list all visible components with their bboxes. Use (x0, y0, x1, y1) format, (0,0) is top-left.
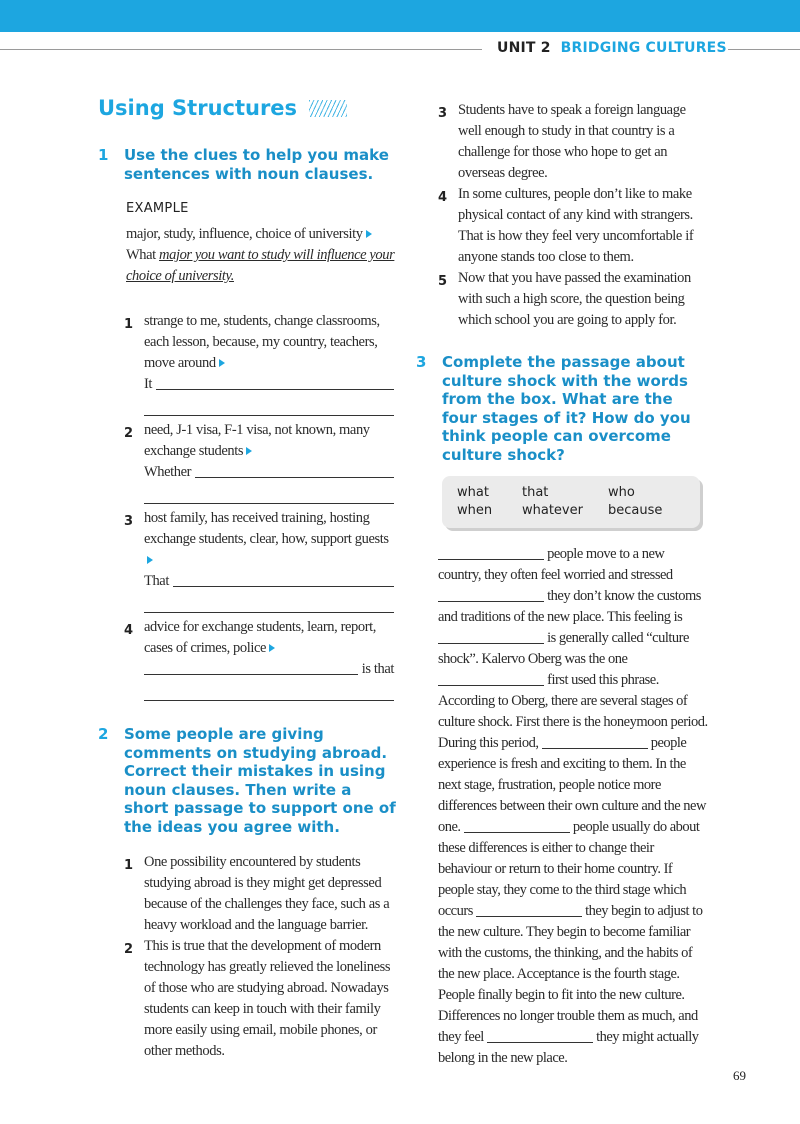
list-item (438, 184, 708, 268)
example-answer: major you want to study will influence your choice of university. (126, 247, 395, 284)
task-2-items-continued (438, 100, 708, 331)
item-text: This is true that the development of modern technology has greatly relieved the loneliness of those who are studying abroad. Nowadays students can keep in touch with their family more easily using email, mobile phones, or other methods. (144, 938, 391, 1059)
word-option: because (608, 503, 663, 518)
section-title: Using Structures (98, 96, 298, 120)
arrow-right-icon (269, 644, 275, 652)
item-number: 2 (124, 426, 133, 441)
item-number: 3 (124, 514, 133, 529)
list-item (438, 100, 708, 184)
sentence-start: It (144, 376, 153, 392)
left-column (98, 96, 398, 1062)
task-number: 1 (98, 146, 124, 164)
page-number: 69 (733, 1068, 746, 1083)
passage-text: people move to a new country, they often feel worried and stressed (438, 546, 673, 583)
passage-text: they don’t know the customs and traditions of the new place. This feeling is (438, 588, 701, 625)
passage-text: first used this phrase. According to Oberg, there are several stages of culture shock. First there is the honeymoon period. During this period, (438, 672, 708, 751)
task-1-items (124, 311, 394, 701)
header-rule-left (0, 49, 482, 50)
item-clue: host family, has received training, hosting exchange students, clear, how, support guests (144, 508, 394, 571)
unit-title: BRIDGING CULTURES (560, 40, 727, 56)
answer-blank[interactable] (195, 462, 394, 478)
task-instruction: Use the clues to help you make sentences with noun clauses. (124, 146, 389, 183)
list-item (124, 311, 394, 416)
answer-blank[interactable] (144, 483, 394, 504)
item-number: 1 (124, 317, 133, 332)
task-instruction: Some people are giving comments on studying abroad. Correct their mistakes in using noun clauses. Then write a short passage to support one of the ideas you agree with. (124, 725, 396, 836)
item-text: Students have to speak a foreign language well enough to study in that country is a challenge for those who hope to get an overseas degree. (458, 102, 686, 181)
word-option: who (608, 485, 635, 500)
example-sentence: What major you want to study will influence your choice of university. (126, 247, 395, 284)
arrow-right-icon (366, 230, 372, 238)
item-number: 5 (438, 274, 447, 289)
item-number: 3 (438, 106, 447, 121)
task-number: 2 (98, 725, 124, 743)
task-3-heading (416, 353, 708, 464)
word-option: what (457, 485, 489, 500)
arrow-right-icon (246, 447, 252, 455)
item-text: In some cultures, people don’t like to make physical contact of any kind with strangers. That is how they feel very uncomfortable if anyone stands too close to them. (458, 186, 694, 265)
list-item (124, 508, 394, 613)
passage-text: they begin to adjust to the new culture. They begin to become familiar with the customs, the thinking, and the habits of the new place. Acceptance is the fourth stage. People finally begin to fit into the new culture. Differences no longer trouble them as much, and they feel (438, 903, 703, 1045)
word-box (442, 476, 700, 528)
item-clue: strange to me, students, change classrooms, each lesson, because, my country, teachers, move around (144, 313, 380, 371)
unit-header (497, 40, 727, 56)
passage-text: people experience is fresh and exciting to them. In the next stage, frustration, people notice more differences between their own culture and the new one. (438, 735, 706, 835)
arrow-right-icon (219, 359, 225, 367)
passage-blank[interactable] (438, 588, 544, 602)
example-block (126, 224, 398, 287)
passage-text: they might actually belong in the new place. (438, 1029, 699, 1066)
example-clue: major, study, influence, choice of university (126, 224, 398, 245)
word-option: that (522, 485, 549, 500)
passage-blank[interactable] (438, 546, 544, 560)
answer-blank[interactable] (173, 571, 394, 587)
sentence-start: Whether (144, 464, 192, 480)
list-item (124, 420, 394, 504)
item-number: 4 (124, 623, 133, 638)
passage-blank[interactable] (438, 672, 544, 686)
header-rule-right (728, 49, 800, 50)
section-heading (98, 96, 398, 120)
item-number: 2 (124, 942, 133, 957)
passage-blank[interactable] (464, 819, 570, 833)
item-clue: need, J-1 visa, F-1 visa, not known, many exchange students (144, 422, 370, 459)
sentence-start: That (144, 573, 169, 589)
answer-blank[interactable] (144, 680, 394, 701)
list-item (124, 617, 394, 701)
item-clue: advice for exchange students, learn, report, cases of crimes, police (144, 619, 377, 656)
word-option: whatever (522, 503, 583, 518)
unit-label: UNIT 2 (497, 40, 551, 56)
answer-blank[interactable] (156, 374, 394, 390)
item-number: 1 (124, 858, 133, 873)
hatch-decoration-icon (309, 100, 347, 117)
list-item (124, 936, 396, 1062)
arrow-right-icon (147, 556, 153, 564)
item-text: Now that you have passed the examination with such a high score, the question being which school you are going to apply for. (458, 270, 691, 328)
passage-blank[interactable] (542, 735, 648, 749)
passage-text: is generally called “culture shock”. Kalervo Oberg was the one (438, 630, 689, 667)
task-number: 3 (416, 353, 427, 371)
item-text: One possibility encountered by students studying abroad is they might get depressed because of the challenges they face, such as a heavy workload and the language barrier. (144, 854, 390, 933)
task-instruction: Complete the passage about culture shock with the words from the box. What are the four stages of it? How do you think people can overcome culture shock? (442, 353, 691, 464)
list-item (438, 268, 708, 331)
example-label: EXAMPLE (126, 201, 189, 216)
item-number: 4 (438, 190, 447, 205)
passage-blank[interactable] (438, 630, 544, 644)
list-item (124, 852, 396, 936)
answer-blank[interactable] (144, 395, 394, 416)
top-color-bar (0, 0, 800, 32)
sentence-end: is that (361, 661, 394, 677)
culture-shock-passage (438, 544, 710, 1069)
passage-text: people usually do about these differences is either to change their behaviour or return to their home country. If people stay, they come to the third stage which occurs (438, 819, 700, 919)
task-1-heading (98, 146, 398, 183)
right-column (416, 100, 708, 1069)
passage-blank[interactable] (476, 903, 582, 917)
word-option: when (457, 503, 493, 518)
passage-blank[interactable] (487, 1029, 593, 1043)
task-2-items (124, 852, 396, 1062)
task-2-heading (98, 725, 398, 836)
answer-blank[interactable] (144, 659, 358, 675)
answer-blank[interactable] (144, 592, 394, 613)
